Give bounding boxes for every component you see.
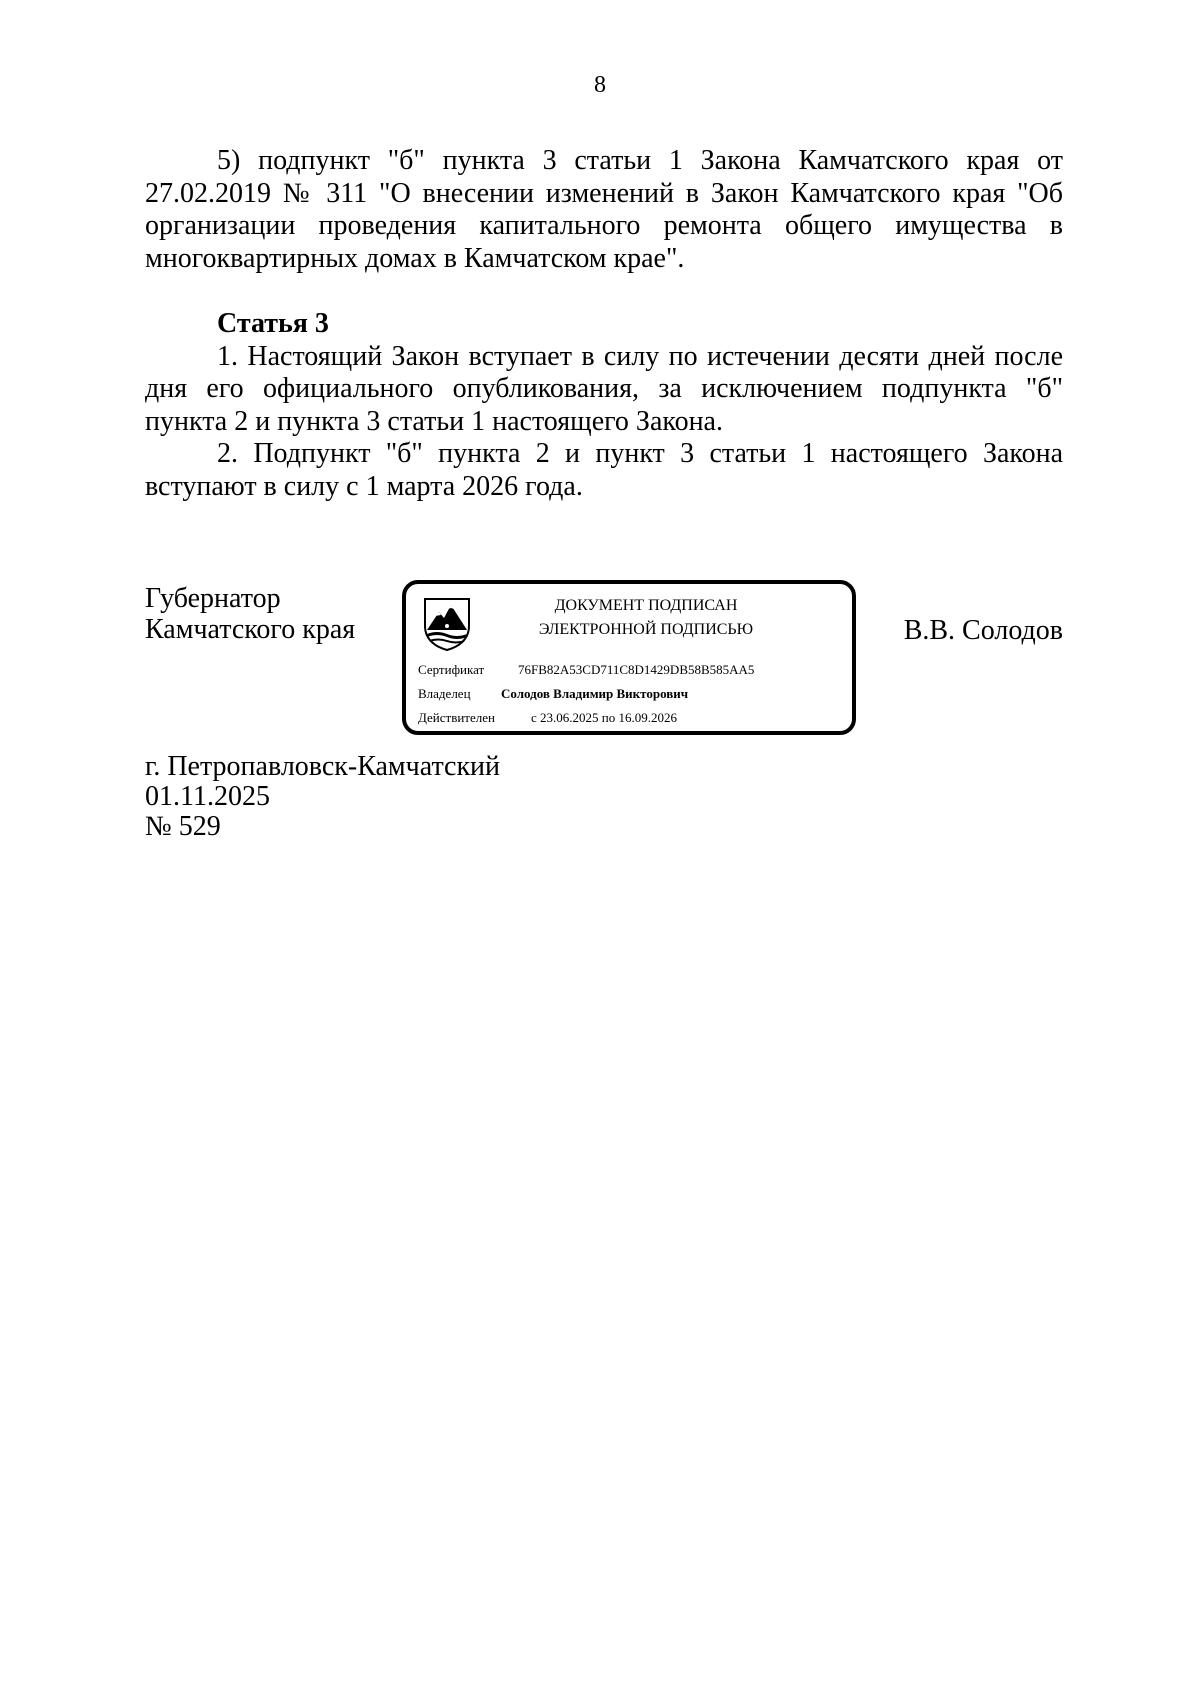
electronic-signature-stamp [402,580,856,735]
owner-value: Солодов Владимир Викторович [501,686,689,701]
signatory-position [145,583,355,645]
stamp-heading [486,594,806,642]
stamp-validity-row [418,710,677,726]
stamp-heading-line-1: ДОКУМЕНТ ПОДПИСАН [554,597,738,614]
certificate-label: Сертификат [418,662,485,677]
validity-label: Действителен [418,710,495,725]
page-number: 8 [594,72,606,98]
paragraph-item-5: 5) подпункт "б" пункта 3 статьи 1 Закона Камчатского края от 27.02.2019 № 311 "О внесении изменений в Закон Камчатского края "Об организации проведения капитального ремонта общего имущества в многоквартирных домах в Камчатском крае". [145,145,1063,274]
document-body [145,145,1063,503]
document-number: № 529 [145,811,221,842]
paragraph-clause-2: 2. Подпункт "б" пункта 2 и пункт 3 статьи 1 настоящего Закона вступают в силу с 1 марта 2026 года. [145,438,1063,502]
stamp-heading-line-2: ЭЛЕКТРОННОЙ ПОДПИСЬЮ [538,621,754,638]
signatory-name: В.В. Солодов [903,615,1063,646]
city: г. Петропавловск-Камчатский [145,751,501,782]
document-date: 01.11.2025 [145,781,270,812]
article-title: Статья 3 [217,308,329,339]
stamp-owner-row [418,686,688,702]
kamchatka-coat-of-arms-icon [422,596,472,652]
paragraph-clause-1: 1. Настоящий Закон вступает в силу по истечении десяти дней после дня его официального опубликования, за исключением подпункта "б" пункта 2 и пункта 3 статьи 1 настоящего Закона. [145,340,1063,437]
owner-label: Владелец [418,686,471,701]
position-line-2: Камчатского края [145,614,356,645]
place-and-date [145,752,500,842]
stamp-certificate-row [418,662,754,678]
position-line-1: Губернатор [145,583,281,614]
validity-value: с 23.06.2025 по 16.09.2026 [531,710,677,725]
certificate-value: 76FB82A53CD711C8D1429DB58B585AA5 [518,662,755,677]
